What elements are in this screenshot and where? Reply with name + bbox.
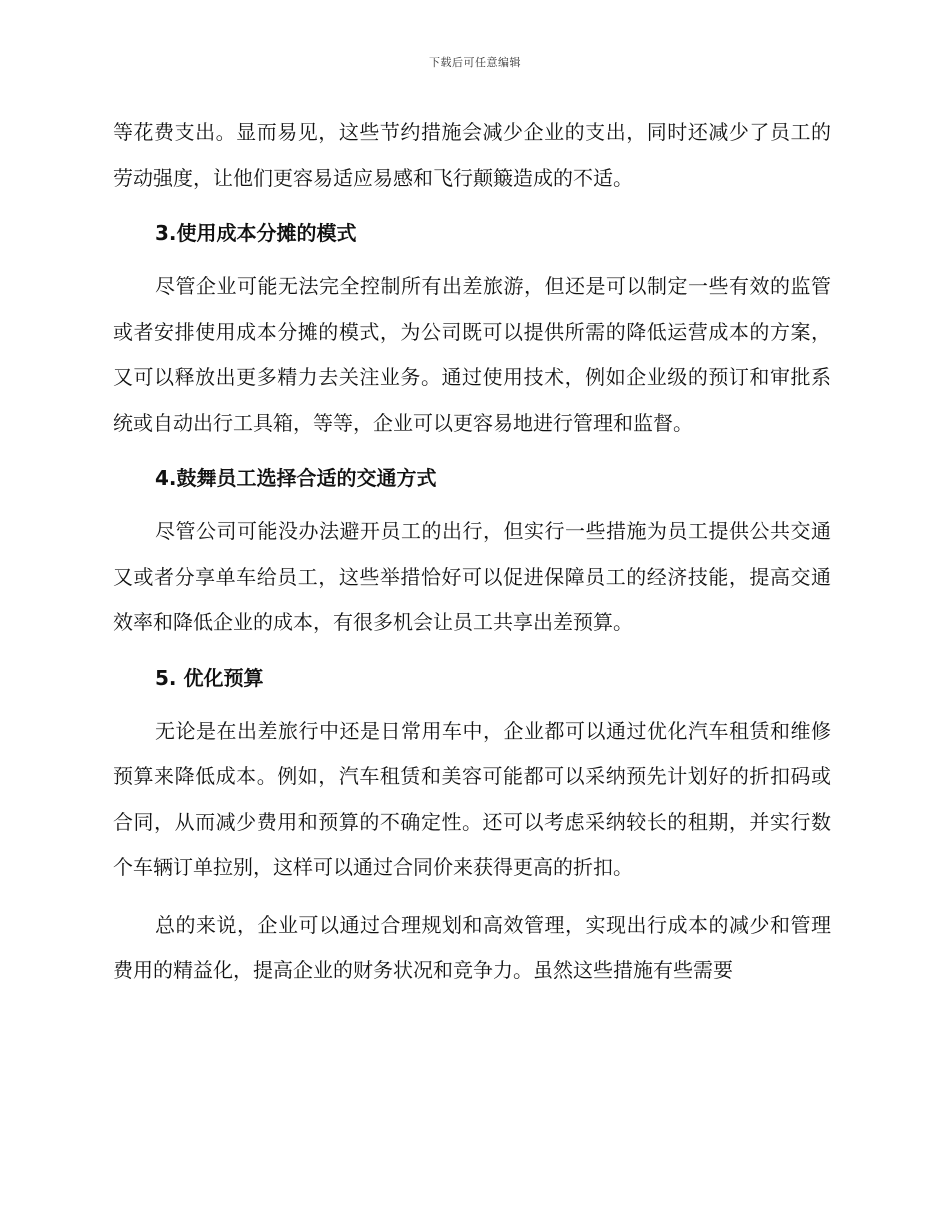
document-body bbox=[113, 110, 831, 994]
section-heading-5: 5. 优化预算 bbox=[155, 665, 264, 690]
section-heading-3: 3.使用成本分摊的模式 bbox=[155, 221, 357, 245]
paragraph-cost-sharing: 尽管企业可能无法完全控制所有出差旅游，但还是可以制定一些有效的监管或者安排使用成本分摊的模式，为公司既可以提供所需的降低运营成本的方案，又可以释放出更多精力去关注业务。通过使用技术，例如企业级的预订和审批系统或自动出行工具箱，等等，企业可以更容易地进行管理和监督。 bbox=[113, 274, 831, 435]
download-note: 下载后可任意编辑 bbox=[429, 56, 521, 69]
paragraph-budget: 无论是在出差旅行中还是日常用车中，企业都可以通过优化汽车租赁和维修预算来降低成本。例如，汽车租赁和美容可能都可以采纳预先计划好的折扣码或合同，从而减少费用和预算的不确定性。还可以考虑采纳较长的租期，并实行数个车辆订单拉别，这样可以通过合同价来获得更高的折扣。 bbox=[113, 718, 831, 879]
paragraph-continuation: 等花费支出。显而易见，这些节约措施会减少企业的支出，同时还减少了员工的劳动强度，让他们更容易适应易感和飞行颠簸造成的不适。 bbox=[113, 120, 831, 190]
paragraph-transport: 尽管公司可能没办法避开员工的出行，但实行一些措施为员工提供公共交通又或者分享单车给员工，这些举措恰好可以促进保障员工的经济技能，提高交通效率和降低企业的成本，有很多机会让员工共享出差预算。 bbox=[113, 519, 831, 634]
paragraph-summary: 总的来说，企业可以通过合理规划和高效管理，实现出行成本的减少和管理费用的精益化，提高企业的财务状况和竞争力。虽然这些措施有些需要 bbox=[113, 912, 831, 982]
section-heading-4: 4.鼓舞员工选择合适的交通方式 bbox=[155, 466, 437, 490]
paragraph-gap bbox=[113, 891, 831, 903]
